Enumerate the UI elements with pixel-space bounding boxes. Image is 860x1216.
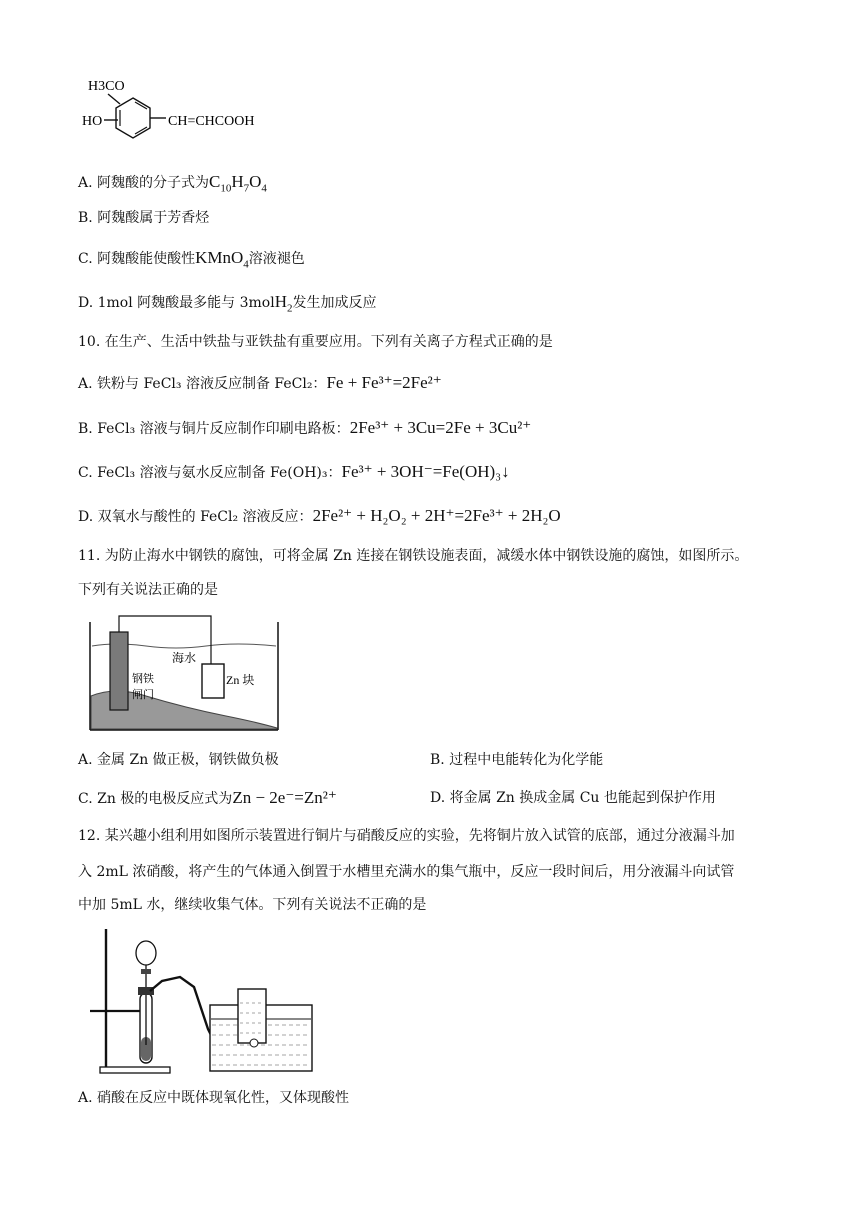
q9-option-c: C. 阿魏酸能使酸性KMnO$_4$溶液褪色 bbox=[78, 248, 305, 271]
q11-option-b: B. 过程中电能转化为化学能 bbox=[430, 752, 604, 768]
q9-option-b: B. 阿魏酸属于芳香烃 bbox=[78, 210, 210, 226]
q11-stem-line2: 下列有关说法正确的是 bbox=[78, 582, 218, 598]
hydroxy-label: HO bbox=[82, 114, 103, 129]
steel-gate-label-2: 闸门 bbox=[132, 689, 154, 701]
q10-a-equation: Fe + Fe³⁺=2Fe²⁺ bbox=[326, 373, 442, 392]
q10-option-b: B. FeCl₃ 溶液与铜片反应制作印刷电路板：2Fe³⁺ + 3Cu=2Fe + 3Cu²⁺ bbox=[78, 418, 532, 437]
q12-option-a: A. 硝酸在反应中既体现氧化性，又体现酸性 bbox=[78, 1090, 350, 1106]
q12-stem-line2: 入 2mL 浓硝酸，将产生的气体通入倒置于水槽里充满水的集气瓶中，反应一段时间后，用分液漏斗向试管 bbox=[78, 864, 735, 880]
q9-c-formula: KMnO$_4$ bbox=[195, 248, 249, 271]
seawater-corrosion-diagram bbox=[86, 612, 282, 734]
q12-stem-line1: 12. 某兴趣小组利用如图所示装置进行铜片与硝酸反应的实验，先将铜片放入试管的底部，通过分液漏斗加 bbox=[78, 828, 735, 844]
q12-stem-line3: 中加 5mL 水，继续收集气体。下列有关说法不正确的是 bbox=[78, 897, 427, 913]
q9-option-a: A. 阿魏酸的分子式为$C_{10}H_7O_4$ bbox=[78, 172, 267, 195]
copper-nitric-acid-apparatus bbox=[82, 925, 322, 1077]
q10-option-c: C. FeCl₃ 溶液与氨水反应制备 Fe(OH)₃：Fe³⁺ + 3OH⁻=Fe(OH)₃↓ bbox=[78, 462, 510, 481]
q11-c-equation: Zn − 2e⁻=Zn²⁺ bbox=[232, 788, 337, 807]
seawater-label: 海水 bbox=[172, 651, 197, 665]
q10-b-equation: 2Fe³⁺ + 3Cu=2Fe + 3Cu²⁺ bbox=[349, 418, 532, 437]
methoxy-label: H3CO bbox=[88, 79, 125, 94]
zn-block-label: Zn 块 bbox=[226, 673, 255, 687]
q11-option-d: D. 将金属 Zn 换成金属 Cu 也能起到保护作用 bbox=[430, 790, 716, 806]
q11-option-a: A. 金属 Zn 做正极，钢铁做负极 bbox=[78, 752, 279, 768]
q9-option-d: D. 1mol 阿魏酸最多能与 3molH$_2$发生加成反应 bbox=[78, 292, 377, 315]
q10-option-a: A. 铁粉与 FeCl₃ 溶液反应制备 FeCl₂：Fe + Fe³⁺=2Fe²⁺ bbox=[78, 373, 442, 392]
q10-d-equation: 2Fe²⁺ + H₂O₂ + 2H⁺=2Fe³⁺ + 2H₂O bbox=[312, 506, 561, 525]
q11-stem-line1: 11. 为防止海水中钢铁的腐蚀，可将金属 Zn 连接在钢铁设施表面，减缓水体中钢铁设施的腐蚀，如图所示。 bbox=[78, 548, 749, 564]
q10-option-d: D. 双氧水与酸性的 FeCl₂ 溶液反应：2Fe²⁺ + H₂O₂ + 2H⁺=2Fe³⁺ + 2H₂O bbox=[78, 506, 561, 525]
q10-c-equation: Fe³⁺ + 3OH⁻=Fe(OH)₃↓ bbox=[341, 462, 510, 481]
q10-stem: 10. 在生产、生活中铁盐与亚铁盐有重要应用。下列有关离子方程式正确的是 bbox=[78, 334, 553, 350]
q11-option-c: C. Zn 极的电极反应式为Zn − 2e⁻=Zn²⁺ bbox=[78, 788, 337, 807]
q9-a-formula: $C_{10}H_7O_4$ bbox=[209, 172, 267, 195]
q9-d-formula: $H_2$ bbox=[274, 292, 293, 315]
side-chain-label: CH=CHCOOH bbox=[168, 114, 255, 129]
steel-gate-label-1: 钢铁 bbox=[132, 673, 154, 685]
ferulic-acid-structure bbox=[78, 70, 278, 145]
